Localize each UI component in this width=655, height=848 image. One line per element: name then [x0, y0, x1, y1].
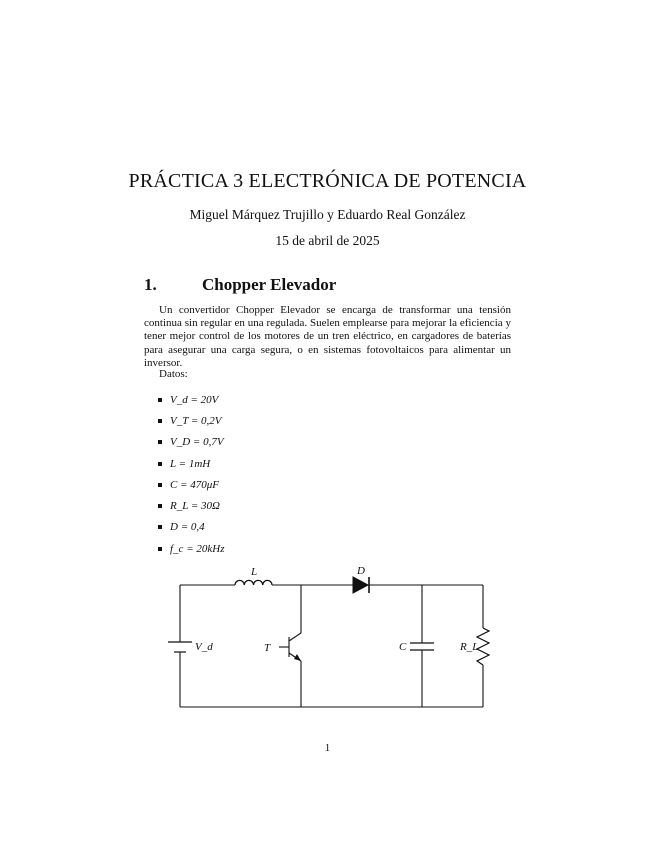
source-label: V_d: [195, 641, 213, 653]
parameter-text: R_L = 30Ω: [170, 500, 221, 513]
load-label: R_L: [460, 641, 479, 653]
section-number: 1.: [144, 275, 157, 294]
parameter-text: D = 0,4: [170, 521, 205, 534]
intro-paragraph: Un convertidor Chopper Elevador se encarga de transformar una tensión continua sin regular en una regulada. Suelen emplearse para mejorar la eficiencia y tener mejor control de los motores de un tren eléctrico, en cargadores de baterías para asegurar una carga segura, o en sistemas fotovoltaicos para alimentar un inversor.: [144, 304, 511, 369]
parameter-text: V_T = 0,2V: [170, 414, 222, 427]
parameter-text: V_d = 20V: [170, 393, 219, 406]
capacitor-icon: [410, 643, 434, 650]
section-title: Chopper Elevador: [202, 275, 337, 294]
transistor-icon: [279, 633, 301, 661]
parameter-text: f_c = 20kHz: [170, 542, 225, 555]
document-title: PRÁCTICA 3 ELECTRÓNICA DE POTENCIA: [128, 170, 527, 192]
parameter-text: L = 1mH: [170, 457, 211, 470]
transistor-label: T: [264, 642, 271, 654]
parameter-text: C = 470μF: [170, 478, 220, 491]
diode-label: D: [357, 565, 365, 577]
resistor-icon: [477, 628, 489, 665]
capacitor-label: C: [399, 641, 407, 653]
diode-icon: [353, 577, 369, 593]
inductor-label: L: [251, 566, 258, 578]
page-number: 1: [324, 742, 331, 754]
document-authors: Miguel Márquez Trujillo y Eduardo Real González: [189, 207, 466, 222]
battery-icon: [168, 642, 192, 652]
datos-label: Datos:: [159, 368, 188, 380]
inductor-icon: [235, 580, 272, 585]
parameter-text: V_D = 0,7V: [170, 436, 224, 449]
document-date: 15 de abril de 2025: [275, 233, 380, 248]
